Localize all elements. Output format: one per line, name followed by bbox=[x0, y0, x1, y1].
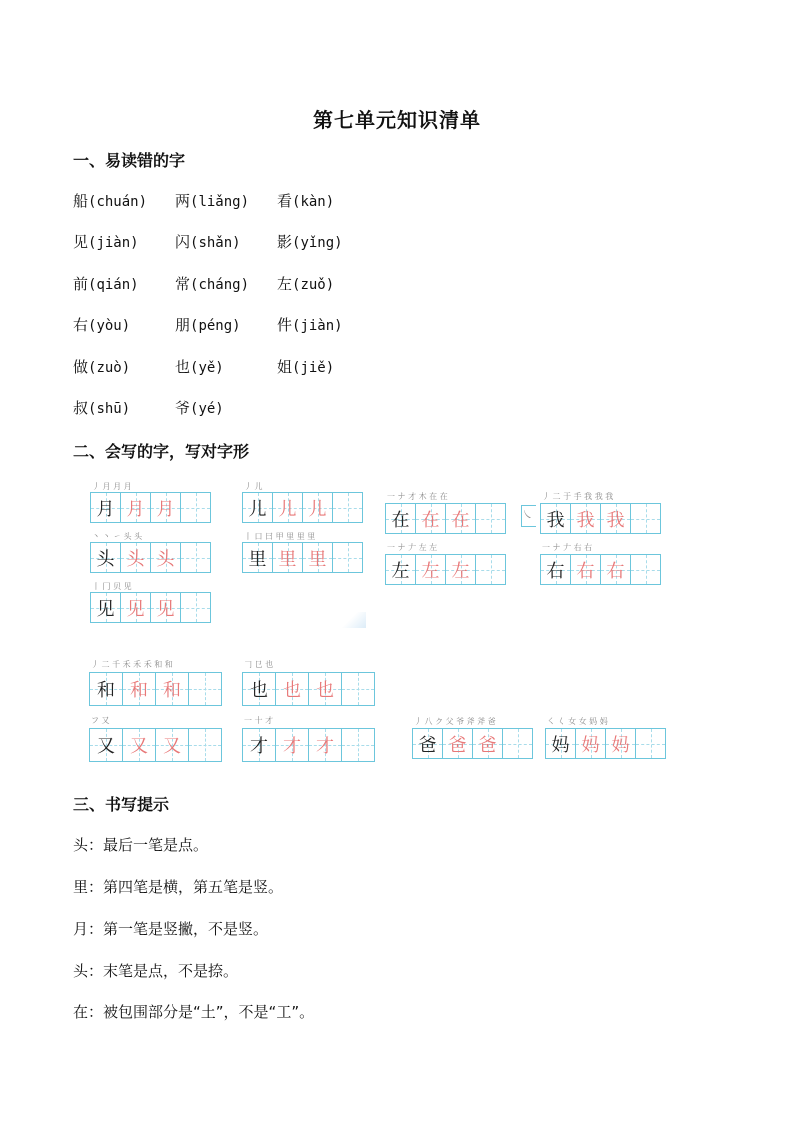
writing-tip: 在：被包围部分是“土”，不是“工”。 bbox=[73, 1003, 315, 1021]
model-char: 在 bbox=[391, 509, 410, 531]
grid-box bbox=[243, 673, 276, 705]
trace-char: 妈 bbox=[611, 734, 630, 756]
character: 朋 bbox=[175, 316, 191, 334]
model-char: 头 bbox=[96, 548, 115, 570]
empty-box bbox=[631, 504, 660, 533]
empty-box bbox=[181, 493, 210, 522]
grid-box bbox=[276, 729, 309, 761]
pinyin: (liǎng) bbox=[190, 194, 250, 210]
pinyin: (yǐng) bbox=[292, 235, 343, 251]
stroke-order: 丿 二 千 禾 禾 禾 和 和 bbox=[91, 660, 173, 669]
model-char: 见 bbox=[96, 598, 115, 620]
grid-box bbox=[446, 555, 476, 584]
stroke-order: 丿 儿 bbox=[244, 482, 263, 491]
grid-box bbox=[571, 504, 601, 533]
pinyin: (péng) bbox=[190, 318, 241, 334]
grid-box bbox=[601, 504, 631, 533]
tianzige-grid bbox=[242, 728, 375, 762]
stroke-order: 𠃌 㔾 也 bbox=[244, 660, 274, 669]
grid-box bbox=[243, 493, 273, 522]
trace-char: 月 bbox=[156, 498, 175, 520]
tianzige-grid bbox=[545, 728, 666, 759]
empty-box bbox=[189, 673, 221, 705]
grid-box bbox=[123, 673, 156, 705]
trace-char: 右 bbox=[606, 560, 625, 582]
trace-char: 又 bbox=[163, 736, 181, 757]
trace-char: 爸 bbox=[448, 734, 467, 756]
model-char: 才 bbox=[250, 736, 268, 757]
grid-box bbox=[90, 729, 123, 761]
trace-char: 右 bbox=[576, 560, 595, 582]
character: 件 bbox=[277, 316, 293, 334]
character: 做 bbox=[73, 358, 89, 376]
pinyin: (zuǒ) bbox=[292, 277, 335, 293]
character: 左 bbox=[277, 275, 293, 293]
character: 叔 bbox=[73, 399, 89, 417]
tianzige-grid bbox=[242, 672, 375, 706]
grid-box bbox=[309, 673, 342, 705]
pinyin: (jiě) bbox=[292, 360, 335, 376]
character: 船 bbox=[73, 192, 89, 210]
model-char: 儿 bbox=[248, 498, 267, 520]
stroke-order: 一 ナ 𠂇 右 右 bbox=[542, 543, 593, 552]
pinyin: (yòu) bbox=[88, 318, 131, 334]
stroke-order: 丶 丶 ㇀ 头 头 bbox=[92, 532, 143, 541]
grid-box bbox=[273, 543, 303, 572]
empty-box bbox=[181, 543, 210, 572]
stroke-order: 丿 八 ク 父 爷 斧 斧 爸 bbox=[414, 717, 496, 726]
trace-char: 也 bbox=[283, 680, 301, 701]
grid-box bbox=[91, 543, 121, 572]
grid-box bbox=[151, 543, 181, 572]
grid-box bbox=[303, 493, 333, 522]
stroke-order: フ 又 bbox=[91, 716, 110, 725]
trace-char: 里 bbox=[308, 548, 327, 570]
model-char: 妈 bbox=[551, 734, 570, 756]
tianzige-grid bbox=[385, 554, 506, 585]
stroke-order: 一 ナ 才 木 在 在 bbox=[387, 492, 448, 501]
grid-box bbox=[446, 504, 476, 533]
grid-box bbox=[276, 673, 309, 705]
empty-box bbox=[476, 555, 505, 584]
trace-char: 和 bbox=[163, 680, 181, 701]
stroke-order: ㇛ 𡿨 女 女 妈 妈 bbox=[547, 717, 608, 726]
section-heading-easy-misread: 一、易读错的字 bbox=[73, 151, 186, 170]
character: 见 bbox=[73, 233, 89, 251]
pinyin: (kàn) bbox=[292, 194, 335, 210]
empty-box bbox=[333, 493, 362, 522]
tianzige-grid bbox=[89, 672, 222, 706]
grid-box bbox=[443, 729, 473, 758]
stray-stroke-box: ㇏ bbox=[521, 505, 536, 527]
trace-char: 在 bbox=[421, 509, 440, 531]
trace-char: 才 bbox=[316, 736, 334, 757]
model-char: 右 bbox=[546, 560, 565, 582]
trace-char: 我 bbox=[606, 509, 625, 531]
trace-char: 和 bbox=[130, 680, 148, 701]
trace-char: 左 bbox=[421, 560, 440, 582]
trace-char: 左 bbox=[451, 560, 470, 582]
grid-box bbox=[416, 504, 446, 533]
section-heading-writing-chars: 二、会写的字，写对字形 bbox=[73, 442, 250, 461]
trace-char: 见 bbox=[126, 598, 145, 620]
trace-char: 也 bbox=[316, 680, 334, 701]
character: 爷 bbox=[175, 399, 191, 417]
grid-box bbox=[156, 729, 189, 761]
trace-char: 月 bbox=[126, 498, 145, 520]
empty-box bbox=[333, 543, 362, 572]
grid-box bbox=[576, 729, 606, 758]
grid-box bbox=[156, 673, 189, 705]
empty-box bbox=[631, 555, 660, 584]
tianzige-grid bbox=[89, 728, 222, 762]
section-heading-writing-tips: 三、书写提示 bbox=[73, 795, 170, 814]
stroke-order: 丿 二 于 手 我 我 我 bbox=[542, 492, 614, 501]
pinyin: (shū) bbox=[88, 401, 131, 417]
pinyin: (yé) bbox=[190, 401, 224, 417]
trace-char: 在 bbox=[451, 509, 470, 531]
writing-tip: 头：末笔是点，不是捺。 bbox=[73, 962, 239, 980]
grid-box bbox=[541, 555, 571, 584]
tianzige-grid bbox=[540, 503, 661, 534]
writing-tip: 里：第四笔是横，第五笔是竖。 bbox=[73, 878, 284, 896]
grid-box bbox=[386, 555, 416, 584]
pinyin: (yě) bbox=[190, 360, 224, 376]
tianzige-grid bbox=[90, 542, 211, 573]
decorative-fade bbox=[340, 612, 366, 628]
grid-box bbox=[606, 729, 636, 758]
grid-box bbox=[416, 555, 446, 584]
grid-box bbox=[546, 729, 576, 758]
empty-box bbox=[189, 729, 221, 761]
model-char: 左 bbox=[391, 560, 410, 582]
empty-box bbox=[181, 593, 210, 622]
empty-box bbox=[636, 729, 665, 758]
grid-box bbox=[473, 729, 503, 758]
grid-box bbox=[571, 555, 601, 584]
trace-char: 我 bbox=[576, 509, 595, 531]
model-char: 爸 bbox=[418, 734, 437, 756]
empty-box bbox=[342, 673, 374, 705]
tianzige-grid bbox=[540, 554, 661, 585]
character: 两 bbox=[175, 192, 191, 210]
empty-box bbox=[476, 504, 505, 533]
trace-char: 妈 bbox=[581, 734, 600, 756]
character: 也 bbox=[175, 358, 191, 376]
trace-char: 儿 bbox=[278, 498, 297, 520]
grid-box bbox=[121, 493, 151, 522]
trace-char: 头 bbox=[156, 548, 175, 570]
pinyin: (chuán) bbox=[88, 194, 148, 210]
pinyin: (zuò) bbox=[88, 360, 131, 376]
grid-box bbox=[121, 543, 151, 572]
grid-box bbox=[273, 493, 303, 522]
empty-box bbox=[342, 729, 374, 761]
tianzige-grid bbox=[412, 728, 533, 759]
stroke-order: 丨 口 曰 甲 里 里 里 bbox=[244, 532, 316, 541]
grid-box bbox=[121, 593, 151, 622]
character: 闪 bbox=[175, 233, 191, 251]
pinyin: (jiàn) bbox=[88, 235, 139, 251]
model-char: 我 bbox=[546, 509, 565, 531]
character: 影 bbox=[277, 233, 293, 251]
trace-char: 头 bbox=[126, 548, 145, 570]
character: 常 bbox=[175, 275, 191, 293]
stroke-order: 丿 月 月 月 bbox=[92, 482, 132, 491]
grid-box bbox=[541, 504, 571, 533]
trace-char: 又 bbox=[130, 736, 148, 757]
grid-box bbox=[91, 493, 121, 522]
grid-box bbox=[91, 593, 121, 622]
pinyin: (cháng) bbox=[190, 277, 250, 293]
tianzige-grid bbox=[242, 492, 363, 523]
trace-char: 见 bbox=[156, 598, 175, 620]
model-char: 月 bbox=[96, 498, 115, 520]
trace-char: 才 bbox=[283, 736, 301, 757]
model-char: 又 bbox=[97, 736, 115, 757]
page-title: 第七单元知识清单 bbox=[313, 108, 481, 132]
pinyin: (qián) bbox=[88, 277, 139, 293]
tianzige-grid bbox=[385, 503, 506, 534]
grid-box bbox=[386, 504, 416, 533]
model-char: 和 bbox=[97, 680, 115, 701]
grid-box bbox=[413, 729, 443, 758]
trace-char: 里 bbox=[278, 548, 297, 570]
grid-box bbox=[601, 555, 631, 584]
stroke-order: 一 十 才 bbox=[244, 716, 274, 725]
stroke-order: 丨 冂 贝 见 bbox=[92, 582, 132, 591]
trace-char: 爸 bbox=[478, 734, 497, 756]
stroke-order: 一 ナ 𠂇 左 左 bbox=[387, 543, 438, 552]
grid-box bbox=[90, 673, 123, 705]
pinyin: (jiàn) bbox=[292, 318, 343, 334]
empty-box bbox=[503, 729, 532, 758]
grid-box bbox=[123, 729, 156, 761]
tianzige-grid bbox=[90, 492, 211, 523]
model-char: 也 bbox=[250, 680, 268, 701]
character: 右 bbox=[73, 316, 89, 334]
grid-box bbox=[243, 729, 276, 761]
tianzige-grid bbox=[90, 592, 211, 623]
writing-tip: 头：最后一笔是点。 bbox=[73, 836, 209, 854]
grid-box bbox=[151, 493, 181, 522]
grid-box bbox=[309, 729, 342, 761]
grid-box bbox=[151, 593, 181, 622]
character: 看 bbox=[277, 192, 293, 210]
writing-tip: 月：第一笔是竖撇，不是竖。 bbox=[73, 920, 269, 938]
character: 前 bbox=[73, 275, 89, 293]
tianzige-grid bbox=[242, 542, 363, 573]
pinyin: (shǎn) bbox=[190, 235, 241, 251]
trace-char: 儿 bbox=[308, 498, 327, 520]
grid-box bbox=[303, 543, 333, 572]
model-char: 里 bbox=[248, 548, 267, 570]
grid-box bbox=[243, 543, 273, 572]
character: 姐 bbox=[277, 358, 293, 376]
